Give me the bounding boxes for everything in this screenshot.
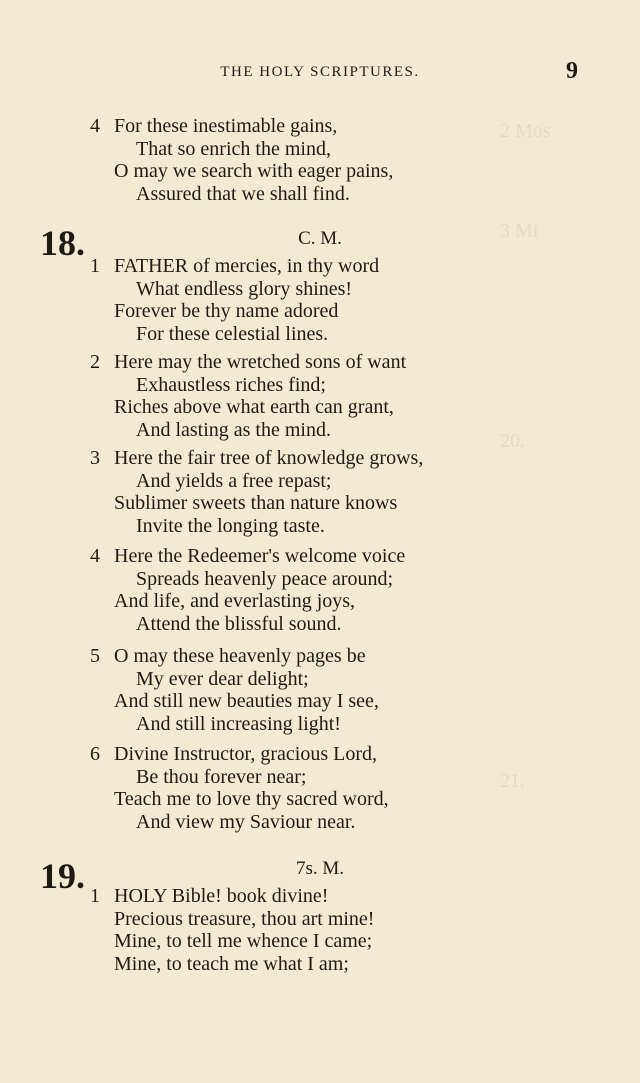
- stanza-line: Riches above what earth can grant,: [114, 396, 394, 418]
- stanza-line: O may we search with eager pains,: [114, 160, 394, 182]
- stanza-line: That so enrich the mind,: [136, 137, 331, 160]
- stanza-line: And still new beauties may I see,: [114, 690, 379, 712]
- stanza-number: 2: [90, 351, 100, 373]
- stanza-number: 1: [90, 255, 100, 277]
- stanza-line: And view my Saviour near.: [136, 810, 356, 833]
- stanza: [90, 645, 550, 735]
- hymn-number: 18.: [40, 223, 85, 263]
- stanza-line: 5 O may these heavenly pages be: [90, 645, 366, 667]
- stanza-line: Invite the longing taste.: [136, 514, 325, 537]
- bleed-through-text: 2 Mos: [500, 120, 551, 142]
- stanza: [90, 255, 550, 345]
- stanza-number: 5: [90, 645, 100, 667]
- stanza-line: Attend the blissful sound.: [136, 612, 342, 635]
- stanza-line: And lasting as the mind.: [136, 418, 331, 441]
- stanza-line: Assured that we shall find.: [136, 182, 350, 205]
- stanza: [90, 743, 550, 833]
- stanza-line: What endless glory shines!: [136, 277, 353, 300]
- page-number: 9: [566, 58, 578, 84]
- stanza: [90, 885, 550, 975]
- stanza-line: 6 Divine Instructor, gracious Lord,: [90, 743, 378, 765]
- stanza-line: Teach me to love thy sacred word,: [114, 788, 389, 810]
- stanza: [90, 545, 550, 635]
- stanza-line: 3 Here the fair tree of knowledge grows,: [90, 447, 424, 469]
- bleed-through-text: 21.: [500, 770, 525, 792]
- stanza: [90, 447, 550, 537]
- hymn-number: 19.: [40, 856, 85, 896]
- stanza-line: 2 Here may the wretched sons of want: [90, 351, 407, 373]
- stanza-line: Spreads heavenly peace around;: [136, 567, 394, 590]
- stanza-line: Sublimer sweets than nature knows: [114, 492, 398, 514]
- stanza-line: 1 HOLY Bible! book divine!: [90, 885, 329, 907]
- stanza-line: And still increasing light!: [136, 712, 341, 735]
- stanza-line: 1 FATHER of mercies, in thy word: [90, 255, 380, 277]
- stanza-line: For these celestial lines.: [136, 322, 329, 345]
- stanza-line: And yields a free repast;: [136, 469, 332, 492]
- stanza-number: 4: [90, 545, 100, 567]
- stanza-number: 1: [90, 885, 100, 907]
- stanza-number: 3: [90, 447, 100, 469]
- stanza-line: My ever dear delight;: [136, 667, 309, 690]
- stanza-line: 4 Here the Redeemer's welcome voice: [90, 545, 406, 567]
- running-head: THE HOLY SCRIPTURES.: [220, 64, 420, 80]
- stanza-number: 6: [90, 743, 100, 765]
- stanza: [90, 115, 550, 205]
- stanza-line: And life, and everlasting joys,: [114, 590, 356, 612]
- bleed-through-text: 20.: [500, 430, 525, 452]
- stanza-line: Mine, to teach me what I am;: [114, 952, 349, 975]
- stanza-number: 4: [90, 115, 100, 137]
- bleed-through-text: 3 Mi: [500, 220, 539, 242]
- hymn-meter: 7s. M.: [295, 858, 345, 879]
- stanza-line: Precious treasure, thou art mine!: [114, 907, 375, 930]
- stanza: [90, 351, 550, 441]
- stanza-line: Be thou forever near;: [136, 765, 307, 788]
- stanza-line: Forever be thy name adored: [114, 300, 339, 322]
- stanza-line: Exhaustless riches find;: [136, 373, 326, 396]
- stanza-line: Mine, to tell me whence I came;: [114, 930, 373, 952]
- hymn-meter: C. M.: [298, 228, 342, 249]
- stanza-line: 4 For these inestimable gains,: [90, 115, 338, 137]
